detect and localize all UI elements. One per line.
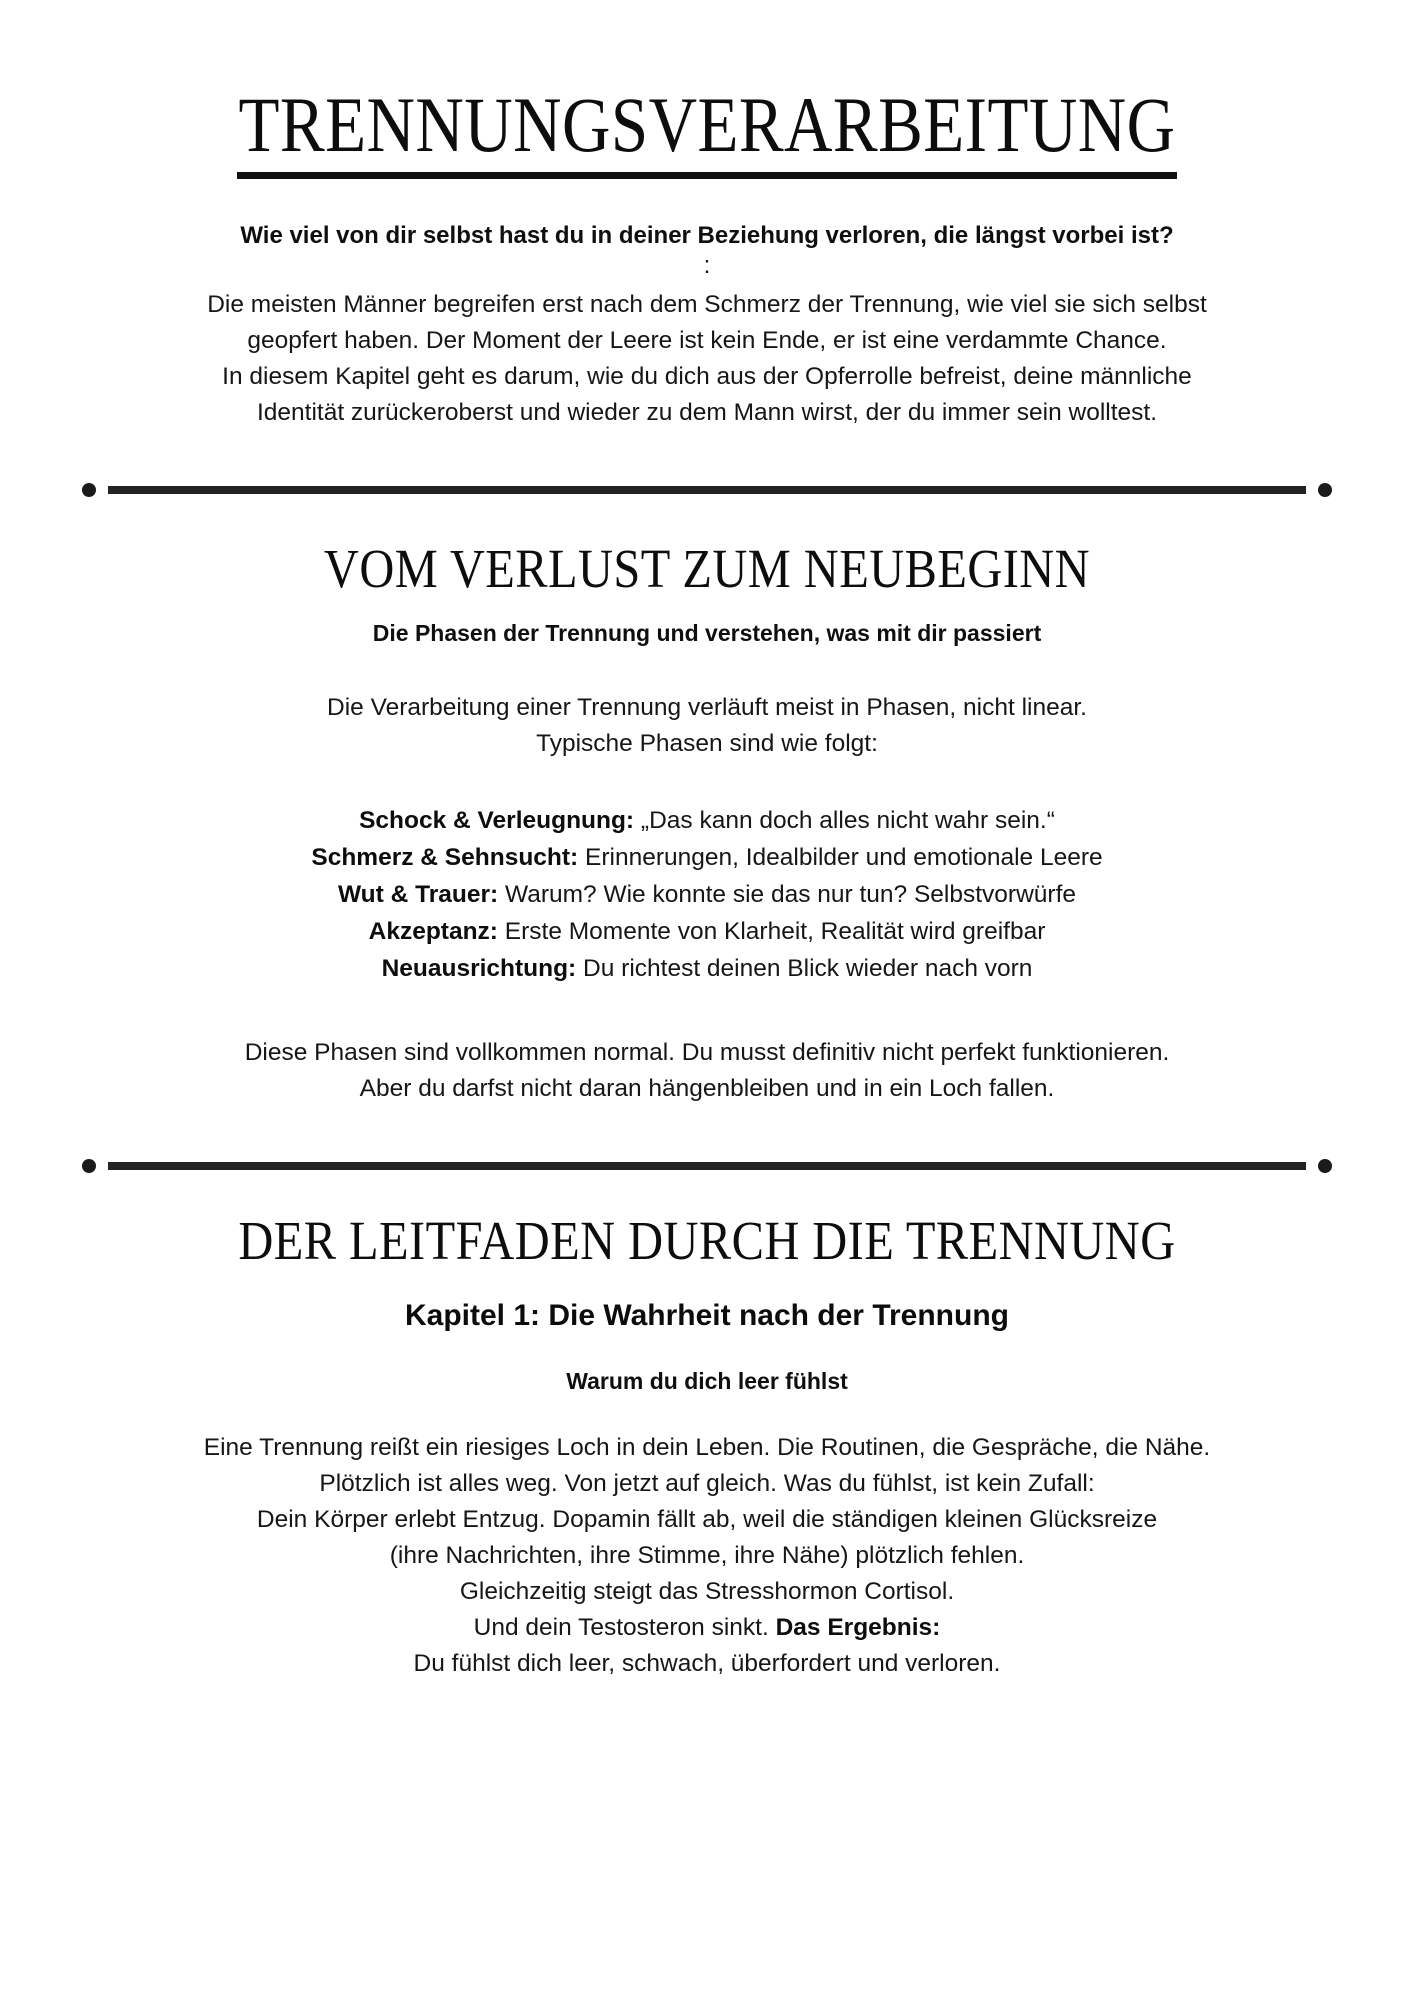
phase-item: [0, 950, 1414, 987]
divider-dot-left-icon: [82, 483, 96, 497]
section-divider: [82, 479, 1332, 501]
phase-term: Schmerz & Sehnsucht:: [311, 844, 579, 871]
divider-dot-left-icon: [82, 1159, 96, 1173]
phase-item: [0, 839, 1414, 876]
section-two-paragraph: [0, 1430, 1414, 1682]
intro-colon: :: [703, 252, 711, 279]
section-two-heading: DER LEITFADEN DURCH DIE TRENNUNG: [238, 1210, 1176, 1271]
section-two-line: Plötzlich ist alles weg. Von jetzt auf gleich. Was du fühlst, ist kein Zufall:: [319, 1470, 1095, 1497]
phase-description: „Das kann doch alles nicht wahr sein.“: [640, 807, 1055, 834]
page-title: TRENNUNGSVERARBEITUNG: [238, 81, 1176, 168]
phase-description: Warum? Wie konnte sie das nur tun? Selbstvorwürfe: [504, 881, 1076, 908]
section-one-outro-line: Aber du darfst nicht daran hängenbleiben und in ein Loch fallen.: [359, 1075, 1055, 1102]
section-one-intro-line: Typische Phasen sind wie folgt:: [536, 730, 878, 757]
section-one-outro: [0, 1035, 1414, 1107]
section-two-subheading: Warum du dich leer fühlst: [566, 1368, 848, 1394]
intro-line: Die meisten Männer begreifen erst nach dem Schmerz der Trennung, wie viel sie sich selbst: [207, 291, 1207, 318]
phase-description: Du richtest deinen Blick wieder nach vorn: [583, 955, 1033, 982]
divider-bar: [108, 486, 1306, 494]
section-one-subheading: Die Phasen der Trennung und verstehen, was mit dir passiert: [372, 620, 1042, 646]
result-emphasis: Das Ergebnis:: [775, 1614, 941, 1641]
phase-description: Erinnerungen, Idealbilder und emotionale Leere: [585, 844, 1103, 871]
section-one-heading: VOM VERLUST ZUM NEUBEGINN: [323, 538, 1091, 599]
phase-item: [0, 876, 1414, 913]
title-underline-rule: [237, 172, 1177, 179]
phase-term: Schock & Verleugnung:: [359, 807, 635, 834]
phase-term: Wut & Trauer:: [338, 881, 499, 908]
section-one-outro-line: Diese Phasen sind vollkommen normal. Du musst definitiv nicht perfekt funktionieren.: [244, 1039, 1170, 1066]
phase-term: Akzeptanz:: [368, 918, 498, 945]
section-two-result-line: [120, 1610, 1294, 1646]
section-two-line: Dein Körper erlebt Entzug. Dopamin fällt ab, weil die ständigen kleinen Glücksreize: [256, 1506, 1158, 1533]
intro-line: geopfert haben. Der Moment der Leere ist kein Ende, er ist eine verdammte Chance.: [247, 327, 1167, 354]
phase-item: [0, 913, 1414, 950]
divider-dot-right-icon: [1318, 1159, 1332, 1173]
chapter-title: Kapitel 1: Die Wahrheit nach der Trennung: [405, 1299, 1009, 1332]
section-two-line: Eine Trennung reißt ein riesiges Loch in dein Leben. Die Routinen, die Gespräche, die Nähe.: [203, 1434, 1211, 1461]
intro-line: Identität zurückeroberst und wieder zu dem Mann wirst, der du immer sein wolltest.: [256, 399, 1158, 426]
section-two-line: (ihre Nachrichten, ihre Stimme, ihre Nähe) plötzlich fehlen.: [389, 1542, 1025, 1569]
phase-description: Erste Momente von Klarheit, Realität wird greifbar: [504, 918, 1046, 945]
section-one-intro-line: Die Verarbeitung einer Trennung verläuft meist in Phasen, nicht linear.: [327, 694, 1087, 721]
section-two-line: Gleichzeitig steigt das Stresshormon Cortisol.: [459, 1578, 955, 1605]
result-prefix: Und dein Testosteron sinkt.: [473, 1614, 776, 1641]
section-divider: [82, 1155, 1332, 1177]
phase-item: [0, 802, 1414, 839]
section-one-intro: [0, 690, 1414, 762]
intro-lead-question: Wie viel von dir selbst hast du in deiner Beziehung verloren, die längst vorbei ist?: [240, 222, 1174, 249]
intro-paragraph: [0, 287, 1414, 431]
intro-line: In diesem Kapitel geht es darum, wie du dich aus der Opferrolle befreist, deine männliche: [222, 363, 1192, 390]
divider-bar: [108, 1162, 1306, 1170]
phase-term: Neuausrichtung:: [381, 955, 577, 982]
phase-list: [0, 802, 1414, 987]
section-two-final-line: Du fühlst dich leer, schwach, überfordert und verloren.: [413, 1650, 1001, 1677]
divider-dot-right-icon: [1318, 483, 1332, 497]
